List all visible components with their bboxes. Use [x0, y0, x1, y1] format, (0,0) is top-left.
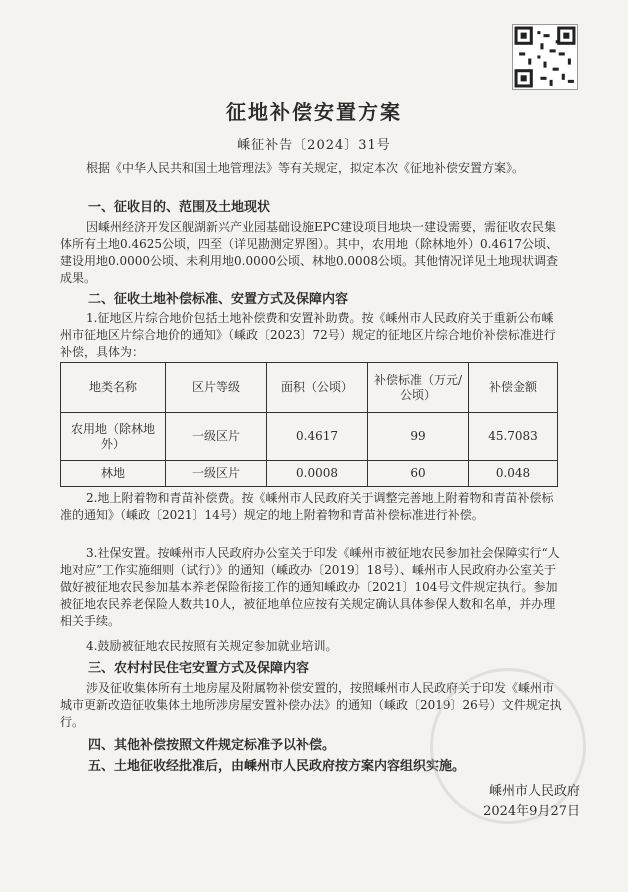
table-header-cell: 面积（公顷） — [267, 363, 368, 413]
table-header-cell: 补偿标准（万元/公顷） — [368, 363, 469, 413]
section-2-heading: 二、征收土地补偿标准、安置方式及保障内容 — [88, 292, 349, 307]
qr-code — [512, 24, 578, 90]
table-header-row — [61, 363, 558, 413]
section-3-text: 涉及征收集体所有土地房屋及附属物补偿安置的，按照嵊州市人民政府关于印发《嵊州市城市更新改造征收集体土地所涉房屋安置补偿办法》的通知（嵊政〔2019〕26号）文件规定执行。 — [60, 681, 562, 729]
section-5-heading: 五、土地征收经批准后，由嵊州市人民政府按方案内容组织实施。 — [88, 759, 466, 774]
section-3-heading: 三、农村村民住宅安置方式及保障内容 — [88, 661, 310, 676]
table-cell: 0.048 — [469, 461, 558, 487]
signature-date: 2024年9月27日 — [483, 804, 580, 819]
table-header-cell: 地类名称 — [61, 363, 166, 413]
table-header-cell: 补偿金额 — [469, 363, 558, 413]
table-cell: 0.0008 — [267, 461, 368, 487]
table-cell: 45.7083 — [469, 413, 558, 461]
compensation-table — [60, 362, 558, 487]
table-row — [61, 461, 558, 487]
table-cell: 一级区片 — [166, 461, 267, 487]
table-cell: 林地 — [61, 461, 166, 487]
section-4-heading: 四、其他补偿按照文件规定标准予以补偿。 — [88, 738, 336, 753]
table-cell: 一级区片 — [166, 413, 267, 461]
section-2-paragraph-4: 4.鼓励被征地农民按照有关规定参加就业培训。 — [86, 639, 338, 653]
table-header-cell: 区片等级 — [166, 363, 267, 413]
table-cell: 农用地（除林地外） — [61, 413, 166, 461]
table-cell: 0.4617 — [267, 413, 368, 461]
document-number: 嵊征补告〔2024〕31号 — [237, 138, 391, 153]
table-cell: 60 — [368, 461, 469, 487]
intro-paragraph: 根据《中华人民共和国土地管理法》等有关规定，拟定本次《征地补偿安置方案》。 — [86, 161, 525, 175]
section-1-text: 因嵊州经济开发区舰湖新兴产业园基础设施EPC建设项目地块一建设需要，需征收农民集体所有土地0.4625公顷，四至（详见勘测定界图）。其中，农用地（除林地外）0.4617公顷、建设用地0.0000公顷、未利用地0.0000公顷、林地0.0008公顷。其他情况详见土地现状调查成果。 — [60, 220, 558, 285]
signature-org: 嵊州市人民政府 — [488, 784, 580, 799]
page-title: 征地补偿安置方案 — [226, 100, 402, 124]
section-1-heading: 一、征收目的、范围及土地现状 — [88, 200, 271, 215]
section-2-paragraph-3: 3.社保安置。按嵊州市人民政府办公室关于印发《嵊州市被征地农民参加社会保障实行“人地对应”工作实施细则（试行）》的通知（嵊政办〔2019〕18号）、嵊州市人民政府办公室关于做好被征地农民参加基本养老保险衔接工作的通知嵊政办〔2021〕104号文件规定执行。参加被征地农民养老保险人数共10人，被征地单位应按有关规定确认具体参保人数和名单，并办理相关手续。 — [60, 546, 560, 628]
section-2-paragraph-1: 1.征地区片综合地价包括土地补偿费和安置补助费。按《嵊州市人民政府关于重新公布嵊州市征地区片综合地价的通知》（嵊政〔2023〕72号）规定的征地区片综合地价补偿标准进行补偿，具体为： — [60, 311, 556, 359]
table-cell: 99 — [368, 413, 469, 461]
table-row — [61, 413, 558, 461]
section-2-paragraph-2: 2.地上附着物和青苗补偿费。按《嵊州市人民政府关于调整完善地上附着物和青苗补偿标准的通知》（嵊政〔2021〕14号）规定的地上附着物和青苗补偿标准进行补偿。 — [60, 491, 554, 522]
